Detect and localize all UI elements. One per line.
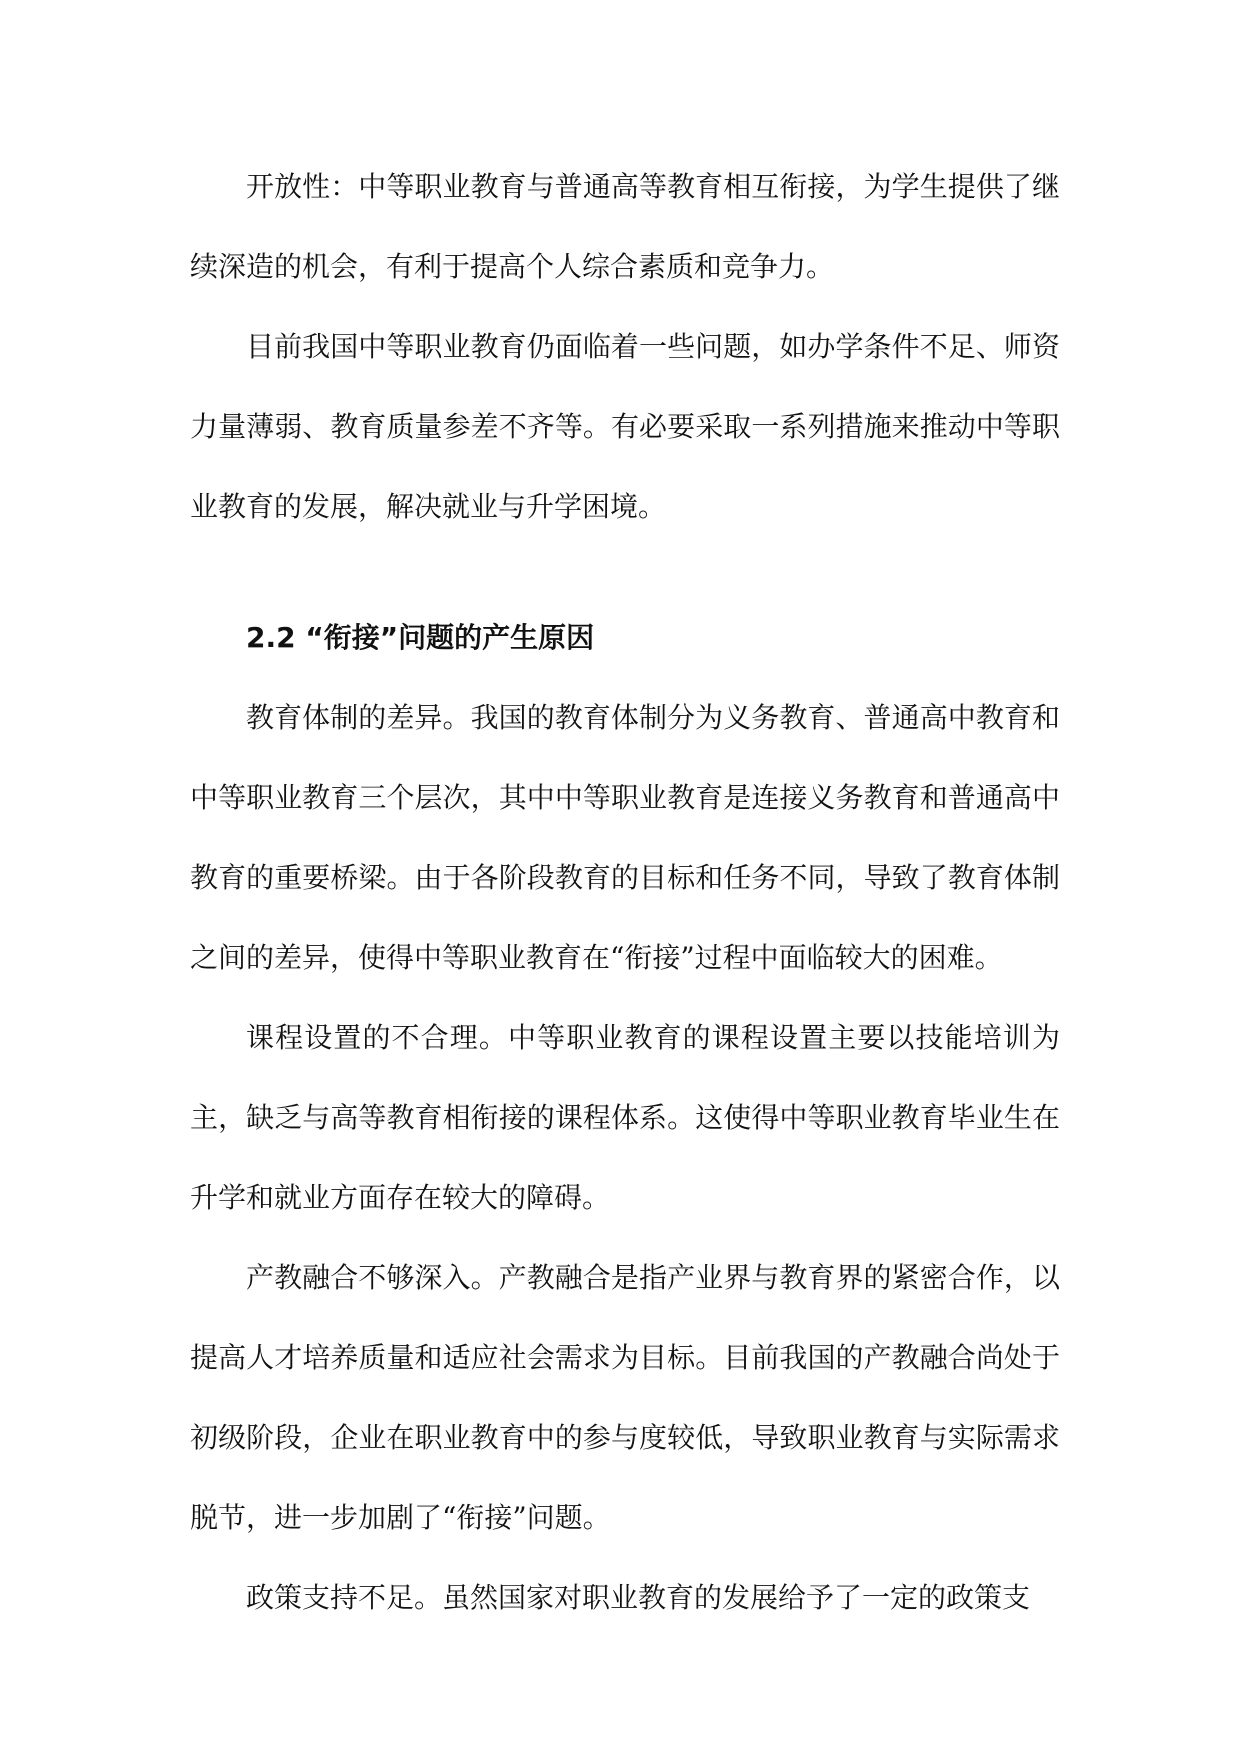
document-body xyxy=(190,147,1060,1638)
paragraph-industry-education: 产教融合不够深入。产教融合是指产业界与教育界的紧密合作，以提高人才培养质量和适应社会需求为目标。目前我国的产教融合尚处于初级阶段，企业在职业教育中的参与度较低，导致职业教育与实际需求脱节，进一步加剧了“衔接”问题。 xyxy=(190,1261,1060,1534)
paragraph-openness: 开放性：中等职业教育与普通高等教育相互衔接，为学生提供了继续深造的机会，有利于提高个人综合素质和竞争力。 xyxy=(190,170,1060,283)
paragraph-education-system: 教育体制的差异。我国的教育体制分为义务教育、普通高中教育和中等职业教育三个层次，其中中等职业教育是连接义务教育和普通高中教育的重要桥梁。由于各阶段教育的目标和任务不同，导致了教育体制之间的差异，使得中等职业教育在“衔接”过程中面临较大的困难。 xyxy=(190,701,1060,974)
paragraph-current-problems: 目前我国中等职业教育仍面临着一些问题，如办学条件不足、师资力量薄弱、教育质量参差不齐等。有必要采取一系列措施来推动中等职业教育的发展，解决就业与升学困境。 xyxy=(190,330,1060,523)
paragraph-policy-support: 政策支持不足。虽然国家对职业教育的发展给予了一定的政策支 xyxy=(246,1581,1031,1614)
section-heading: 2.2 “衔接”问题的产生原因 xyxy=(246,621,595,654)
paragraph-curriculum: 课程设置的不合理。中等职业教育的课程设置主要以技能培训为主，缺乏与高等教育相衔接的课程体系。这使得中等职业教育毕业生在升学和就业方面存在较大的障碍。 xyxy=(190,1021,1060,1214)
